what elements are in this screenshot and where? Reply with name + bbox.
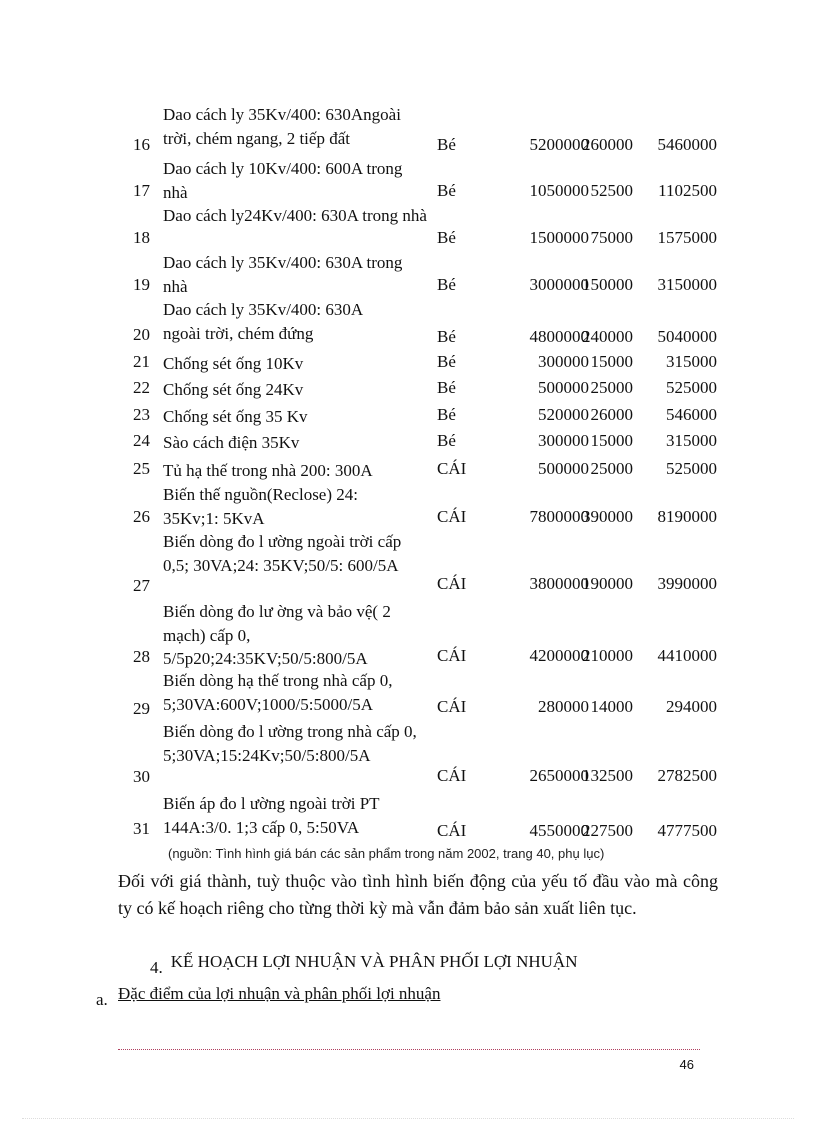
item-price: 3000000 xyxy=(529,275,589,294)
item-total: 1102500 xyxy=(658,181,717,200)
item-description: Biến thế nguồn(Reclose) 24: 35Kv;1: 5KvA xyxy=(163,485,358,528)
item-tax: 227500 xyxy=(582,821,633,840)
item-total: 5460000 xyxy=(657,135,717,154)
item-total: 315000 xyxy=(666,352,717,371)
item-total: 4777500 xyxy=(657,821,717,840)
item-description: Dao cách ly24Kv/400: 630A trong nhà xyxy=(163,206,427,225)
item-description: Dao cách ly 35Kv/400: 630A trong nhà xyxy=(163,253,403,296)
item-tax: 26000 xyxy=(590,405,633,424)
item-price: 4550000 xyxy=(529,821,589,840)
item-total: 525000 xyxy=(666,459,717,478)
item-price: 1500000 xyxy=(529,228,589,247)
item-price: 500000 xyxy=(538,378,589,397)
item-price: 500000 xyxy=(538,459,589,478)
item-description: Dao cách ly 35Kv/400: 630Angoài trời, chém ngang, 2 tiếp đất xyxy=(163,105,401,148)
item-total: 3990000 xyxy=(657,574,717,593)
item-tax: 132500 xyxy=(582,766,633,785)
item-unit: Bé xyxy=(437,275,456,294)
item-total: 525000 xyxy=(666,378,717,397)
table-row xyxy=(0,431,816,456)
subsection-letter: a. xyxy=(96,990,108,1009)
item-description: Chống sét ống 24Kv xyxy=(163,380,304,399)
item-unit: Bé xyxy=(437,405,456,424)
item-number: 29 xyxy=(133,699,150,718)
item-tax: 150000 xyxy=(582,275,633,294)
subsection-heading xyxy=(96,984,441,1009)
table-row xyxy=(0,298,816,350)
item-unit: CÁI xyxy=(437,646,467,665)
table-row xyxy=(0,352,816,377)
table-row xyxy=(0,483,816,531)
item-tax: 25000 xyxy=(590,378,633,397)
item-unit: CÁI xyxy=(437,507,467,526)
section-heading xyxy=(150,952,578,977)
item-unit: Bé xyxy=(437,327,456,346)
page-number: 46 xyxy=(679,1057,694,1072)
item-price: 2650000 xyxy=(529,766,589,785)
table-row xyxy=(0,204,816,251)
table-row xyxy=(0,103,816,155)
item-description: Sào cách điện 35Kv xyxy=(163,433,300,452)
item-tax: 240000 xyxy=(582,327,633,346)
item-price: 1050000 xyxy=(529,181,589,200)
item-description: Tủ hạ thế trong nhà 200: 300A xyxy=(163,461,373,480)
page-bottom-border xyxy=(22,1118,794,1119)
item-tax: 15000 xyxy=(590,352,633,371)
item-total: 3150000 xyxy=(657,275,717,294)
item-unit: Bé xyxy=(437,135,456,154)
item-description: Biến dòng đo l ường trong nhà cấp 0, 5;30VA;15:24Kv;50/5:800/5A xyxy=(163,722,417,765)
item-price: 300000 xyxy=(538,352,589,371)
item-total: 294000 xyxy=(666,697,717,716)
item-number: 30 xyxy=(133,767,150,786)
item-tax: 25000 xyxy=(590,459,633,478)
item-tax: 260000 xyxy=(582,135,633,154)
item-price: 280000 xyxy=(538,697,589,716)
item-unit: Bé xyxy=(437,352,456,371)
table-row xyxy=(0,530,816,600)
item-number: 16 xyxy=(133,135,150,154)
table-row xyxy=(0,720,816,792)
item-description: Dao cách ly 10Kv/400: 600A trong nhà xyxy=(163,159,403,202)
item-tax: 190000 xyxy=(582,574,633,593)
item-total: 8190000 xyxy=(657,507,717,526)
item-total: 546000 xyxy=(666,405,717,424)
item-unit: Bé xyxy=(437,378,456,397)
table-row xyxy=(0,792,816,842)
item-number: 27 xyxy=(133,576,150,595)
item-number: 25 xyxy=(133,459,150,478)
table-row xyxy=(0,669,816,717)
table-row xyxy=(0,251,816,298)
table-row xyxy=(0,600,816,670)
table-row xyxy=(0,405,816,430)
item-total: 315000 xyxy=(666,431,717,450)
item-price: 4800000 xyxy=(529,327,589,346)
item-number: 17 xyxy=(133,181,150,200)
item-number: 23 xyxy=(133,405,150,424)
item-description: Chống sét ống 35 Kv xyxy=(163,407,308,426)
item-total: 4410000 xyxy=(657,646,717,665)
item-tax: 14000 xyxy=(590,697,633,716)
item-total: 5040000 xyxy=(657,327,717,346)
item-tax: 210000 xyxy=(582,646,633,665)
item-unit: CÁI xyxy=(437,459,467,478)
table-row xyxy=(0,459,816,484)
item-number: 21 xyxy=(133,352,150,371)
item-total: 1575000 xyxy=(657,228,717,247)
item-number: 24 xyxy=(133,431,150,450)
source-note: (nguồn: Tình hình giá bán các sản phẩm trong năm 2002, trang 40, phụ lục) xyxy=(168,846,605,861)
table-row xyxy=(0,157,816,204)
item-description: Biến dòng đo l ường ngoài trời cấp 0,5; 30VA;24: 35KV;50/5: 600/5A xyxy=(163,532,402,575)
item-number: 18 xyxy=(133,228,150,247)
item-total: 2782500 xyxy=(657,766,717,785)
item-description: Dao cách ly 35Kv/400: 630A ngoài trời, chém đứng xyxy=(163,300,363,343)
item-price: 5200000 xyxy=(529,135,589,154)
section-number: 4. xyxy=(150,958,163,977)
item-tax: 390000 xyxy=(582,507,633,526)
item-number: 28 xyxy=(133,647,150,666)
footer-divider xyxy=(118,1049,700,1050)
item-unit: CÁI xyxy=(437,697,467,716)
item-unit: Bé xyxy=(437,431,456,450)
item-tax: 75000 xyxy=(590,228,633,247)
subsection-title: Đặc điểm của lợi nhuận và phân phối lợi nhuận xyxy=(118,984,441,1003)
item-price: 7800000 xyxy=(529,507,589,526)
item-description: Biến áp đo l ường ngoài trời PT 144A:3/0. 1;3 cấp 0, 5:50VA xyxy=(163,794,380,837)
item-unit: CÁI xyxy=(437,574,467,593)
item-tax: 15000 xyxy=(590,431,633,450)
item-number: 22 xyxy=(133,378,150,397)
item-tax: 52500 xyxy=(590,181,633,200)
item-unit: Bé xyxy=(437,181,456,200)
section-title: KẾ HOẠCH LỢI NHUẬN VÀ PHÂN PHỐI LỢI NHUẬN xyxy=(170,952,578,971)
item-price: 4200000 xyxy=(529,646,589,665)
item-number: 20 xyxy=(133,325,150,344)
item-price: 300000 xyxy=(538,431,589,450)
item-description: Chống sét ống 10Kv xyxy=(163,354,304,373)
item-description: Biến dòng hạ thế trong nhà cấp 0, 5;30VA:600V;1000/5:5000/5A xyxy=(163,671,393,714)
item-number: 31 xyxy=(133,819,150,838)
item-price: 3800000 xyxy=(529,574,589,593)
item-unit: CÁI xyxy=(437,821,467,840)
item-number: 26 xyxy=(133,507,150,526)
table-row xyxy=(0,378,816,403)
item-unit: CÁI xyxy=(437,766,467,785)
item-description: Biến dòng đo lư ờng và bảo vệ( 2 mạch) cấp 0, 5/5p20;24:35KV;50/5:800/5A xyxy=(163,602,391,668)
body-paragraph: Đối với giá thành, tuỳ thuộc vào tình hình biến động của yếu tố đầu vào mà công ty có kế hoạch riêng cho từng thời kỳ mà vẫn đảm bảo sản xuất liên tục. xyxy=(118,871,718,918)
item-unit: Bé xyxy=(437,228,456,247)
item-number: 19 xyxy=(133,275,150,294)
item-price: 520000 xyxy=(538,405,589,424)
